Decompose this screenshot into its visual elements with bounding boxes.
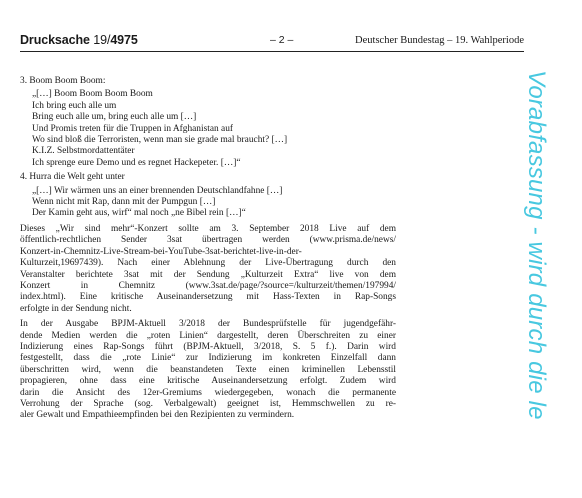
parliament-label: Deutscher Bundestag – 19. Wahlperiode [355, 35, 524, 46]
lyric-line: Bring euch alle um, bring euch alle um […] [32, 112, 197, 123]
section-4-lyrics [20, 186, 396, 220]
paragraph-line: erfolgte in der Sendung nicht. [20, 303, 132, 314]
page-marker: – 2 – [270, 34, 294, 46]
paragraph-line: Verrohung der Sprache (sog. Verbalgewalt) geeignet ist, Hemmschwellen zu re- [20, 398, 396, 409]
paragraph-line: festgestellt, dass die „rote Linie“ zur Indizierung im konkreten Einzelfall dann [20, 353, 396, 364]
paragraph-bpjm [20, 319, 396, 422]
paragraph-line: Konzert-in-Chemnitz-Live-Stream-bei-YouTube-3sat-berichtet-live-in-der- [20, 246, 302, 257]
lyric-line: Ich bring euch alle um [32, 100, 117, 111]
lyric-line: Wo sind bloß die Terroristen, wenn man sie grade mal braucht? […] [32, 135, 288, 146]
lyric-line: Und Promis treten für die Truppen in Afghanistan auf [32, 123, 234, 134]
paragraph-line: Indizierung eines Rap-Songs führt (BPJM-Aktuell, 3/2018, S. 5 f.). Darin wird [20, 341, 396, 352]
paragraph-line: Kulturzeit,19697439). Nach einer Ablehnung der Live-Übertragung durch den [20, 258, 396, 269]
lyric-line: Der Kamin geht aus, wirf“ mal noch „ne Bibel rein […]“ [32, 208, 246, 219]
lyric-line: Ich sprenge eure Demo und es regnet Hackepeter. […]“ [32, 157, 241, 168]
paragraph-line: dende Medien werden die „roten Linien“ dargestellt, deren Überschreiten zu einer [20, 330, 396, 341]
paragraph-line: öffentlich-rechtlichen Sender 3sat übertragen werden (www.prisma.de/news/ [20, 235, 396, 246]
lyric-line: „[…] Boom Boom Boom Boom [32, 89, 153, 100]
paragraph-line: Konzert in Chemnitz (www.3sat.de/page/?source=/kulturzeit/themen/197994/ [20, 280, 396, 291]
lyric-line: Wenn nicht mit Rap, dann mit der Pumpgun […] [32, 197, 216, 208]
section-3-lyrics [20, 89, 396, 169]
paragraph-line: darin die Ansicht des 12er-Gremiums wiedergegeben, wonach die permanente [20, 387, 396, 398]
paragraph-line: überschritten wird, wenn die beanstandeten Texte einen kriminellen Lebensstil [20, 364, 396, 375]
section-4-title: 4. Hurra die Welt geht unter [20, 172, 125, 183]
lyric-line: K.I.Z. Selbstmordattentäter [32, 146, 135, 157]
page-header [20, 33, 524, 52]
paragraph-line: index.html). Eine kritische Auseinandersetzung mit Hass-Texten in Rap-Songs [20, 292, 396, 303]
vorabfassung-watermark: Vorabfassung - wird durch die le [523, 70, 550, 420]
document-number: Drucksache 19/4975 [20, 33, 138, 47]
paragraph-line: aler Gewalt und Empathieempfinden bei den Rezipienten zu vermindern. [20, 410, 295, 421]
paragraph-line: Dieses „Wir sind mehr“-Konzert sollte am 3. September 2018 Live auf dem [20, 223, 396, 234]
paragraph-line: In der Ausgabe BPJM-Aktuell 3/2018 der Bundesprüfstelle für jugendgefähr- [20, 319, 396, 330]
document-body [20, 76, 396, 422]
lyric-line: „[…] Wir wärmen uns an einer brennenden Deutschlandfahne […] [32, 185, 283, 196]
paragraph-line: Veranstalter berichtete 3sat mit der Sendung „Kulturzeit Extra“ live von dem [20, 269, 396, 280]
paragraph-line: propagieren, ohne dass eine kritische Auseinandersetzung erfolgt. Zudem wird [20, 376, 396, 387]
section-3-title: 3. Boom Boom Boom: [20, 76, 106, 86]
paragraph-concert-broadcast [20, 224, 396, 315]
